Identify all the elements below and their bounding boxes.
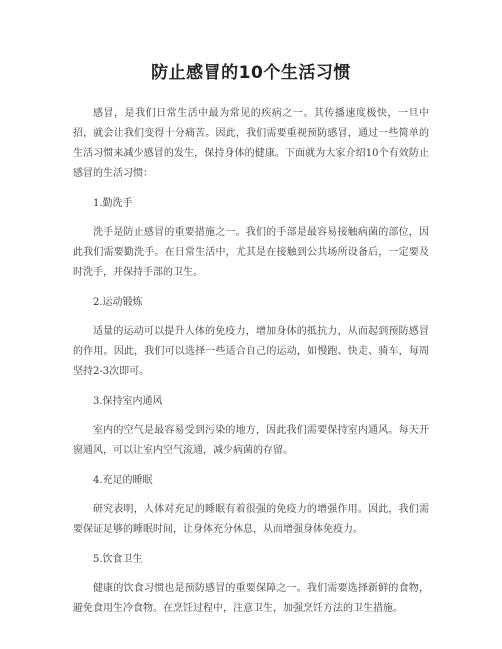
section-body: 室内的空气是最容易受到污染的地方，因此我们需要保持室内通风。每天开窗通风，可以让室内空气流通，减少病菌的存留。: [73, 425, 429, 456]
section-1: [73, 194, 429, 283]
section-body: 适量的运动可以提升人体的免疫力，增加身体的抵抗力，从而起到预防感冒的作用。因此，我们可以选择一些适合自己的运动，如慢跑、快走、骑车，每周坚持2-3次即可。: [73, 326, 429, 377]
section-heading: 2.运动锻炼: [93, 297, 143, 308]
document-title: 防止感冒的10个生活习惯: [151, 63, 351, 83]
section-heading: 5.饮食卫生: [93, 554, 143, 565]
section-heading: 4.充足的睡眠: [93, 475, 153, 486]
section-body: 研究表明，人体对充足的睡眠有着很强的免疫力的增强作用。因此，我们需要保证足够的睡眠时间，让身体充分休息，从而增强身体免疫力。: [73, 504, 429, 535]
section-5: [73, 550, 429, 619]
intro-paragraph: 感冒，是我们日常生活中最为常见的疾病之一。其传播速度极快，一旦中招，就会让我们变得十分痛苦。因此，我们需要重视预防感冒，通过一些简单的生活习惯来减少感冒的发生，保持身体的健康。下面就为大家介绍10个有效防止感冒的生活习惯：: [73, 108, 429, 179]
section-4: [73, 471, 429, 540]
section-body: 洗手是防止感冒的重要措施之一。我们的手部是最容易接触病菌的部位，因此我们需要勤洗手。在日常生活中，尤其是在接触到公共场所设备后，一定要及时洗手，并保持手部的卫生。: [73, 227, 429, 278]
section-heading: 1.勤洗手: [93, 198, 133, 209]
section-2: [73, 293, 429, 382]
section-body: 健康的饮食习惯也是预防感冒的重要保障之一。我们需要选择新鲜的食物，避免食用生冷食物。在烹饪过程中，注意卫生，加强烹饪方法的卫生措施。: [73, 583, 429, 614]
section-3: [73, 392, 429, 461]
section-heading: 3.保持室内通风: [93, 396, 163, 407]
